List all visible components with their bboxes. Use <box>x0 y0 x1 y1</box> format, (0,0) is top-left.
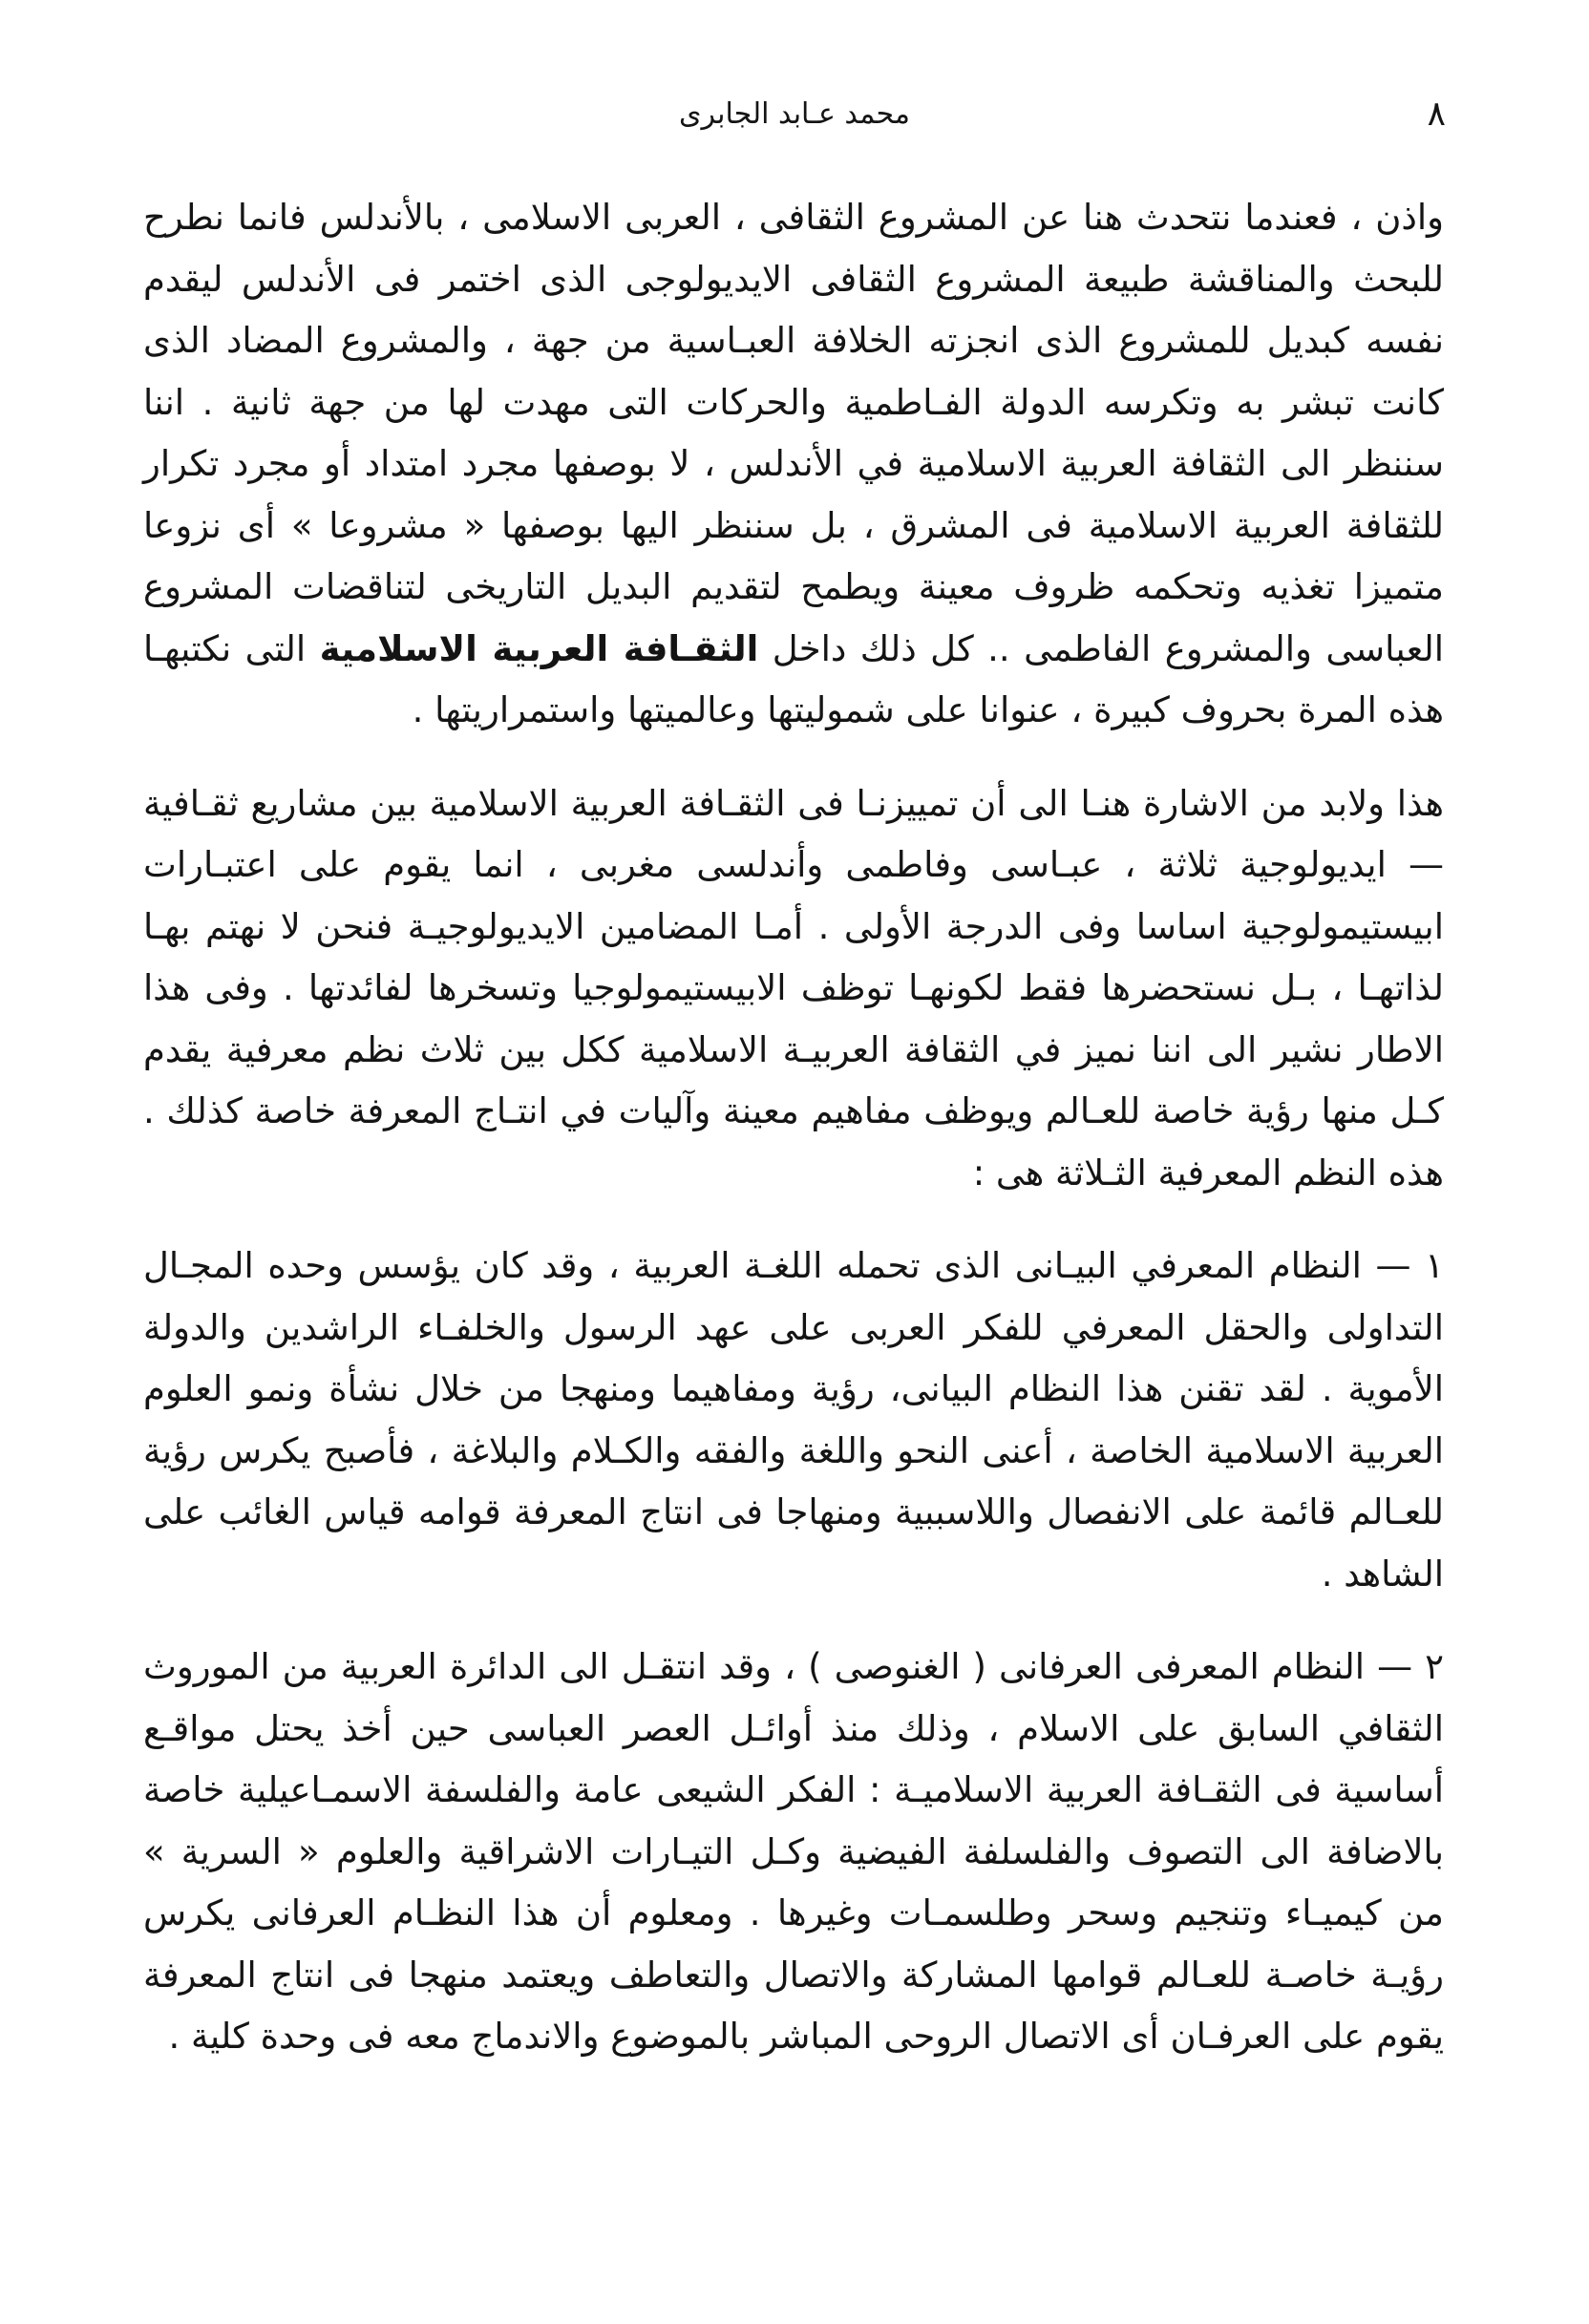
paragraph-irfani-system: ٢ — النظام المعرفى العرفانى ( الغنوصى ) ، وقد انتقـل الى الدائرة العربية من الموروث الثقافي السابق على الاسلام ، وذلك منذ أوائـل العصر العباسى حين أخذ يحتل مواقـع أساسية فى الثقـافة العربية الاسلاميـة : الفكر الشيعى عامة والفلسفة الاسمـاعيلية خاصة بالاضافة الى التصوف والفلسلفة الفيضية وكـل التيـارات الاشراقية والعلوم « السرية » من كيميـاء وتنجيم وسحر وطلسمـات وغيرها . ومعلوم أن هذا النظـام العرفانى يكرس رؤيـة خاصـة للعـالم قوامها المشاركة والاتصال والتعاطف ويعتمد منهجا فى انتاج المعرفة يقوم على العرفـان أى الاتصال الروحى المباشر بالموضوع والاندماج معه فى وحدة كلية . <box>143 1646 1444 2057</box>
running-head <box>143 91 1446 138</box>
body-text <box>143 187 1444 2068</box>
author-name: محمد عـابد الجابرى <box>679 97 910 131</box>
emphasized-phrase: الثقـافة العربية الاسلامية <box>319 627 759 669</box>
page-number: ٨ <box>1427 95 1446 134</box>
paragraph-text: واذن ، فعندما نتحدث هنا عن المشروع الثقافى ، العربى الاسلامى ، بالأندلس فانما نطرح للبحث والمناقشة طبيعة المشروع الثقافى الايديولوجى الذى اختمر فى الأندلس ليقدم نفسه كبديل للمشروع الذى انجزته الخلافة العبـاسية من جهة ، والمشروع المضاد الذى كانت تبشر به وتكرسه الدولة الفـاطمية والحركات التى مهدت لها من جهة ثانية . اننا سننظر الى الثقافة العربية الاسلامية في الأندلس ، لا بوصفها مجرد امتداد أو مجرد تكرار للثقافة العربية الاسلامية فى المشرق ، بل سننظر اليها بوصفها « مشروعا » أى نزوعا متميزا تغذيه وتحكمه ظروف معينة ويطمح لتقديم البديل التاريخى لتناقضات المشروع العباسى والمشروع الفاطمى .. كل ذلك داخل <box>143 197 1444 669</box>
paragraph-three-systems: هذا ولابد من الاشارة هنـا الى أن تمييزنـا فى الثقـافة العربية الاسلامية بين مشاريع ثقـافية — ايديولوجية ثلاثة ، عبـاسى وفاطمى وأندلسى مغربى ، انما يقوم على اعتبـارات ابيستيمولوجية اساسا وفى الدرجة الأولى . أمـا المضامين الايديولوجيـة فنحن لا نهتم بهـا لذاتهـا ، بـل نستحضرها فقط لكونهـا توظف الابيستيمولوجيا وتسخرها لفائدتها . وفى هذا الاطار نشير الى اننا نميز في الثقافة العربيـة الاسلامية ككل بين ثلاث نظم معرفية يقدم كـل منها رؤية خاصة للعـالم ويوظف مفاهيم معينة وآليات في انتـاج المعرفة خاصة كذلك . هذه النظم المعرفية الثـلاثة هى : <box>143 782 1444 1194</box>
paragraph-bayani-system: ١ — النظام المعرفي البيـانى الذى تحمله اللغـة العربية ، وقد كان يؤسس وحده المجـال التداولى والحقل المعرفي للفكر العربى على عهد الرسول والخلفـاء الراشدين والدولة الأموية . لقد تقنن هذا النظام البيانى، رؤية ومفاهيما ومنهجا من خلال نشأة ونمو العلوم العربية الاسلامية الخاصة ، أعنى النحو واللغة والفقه والكـلام والبلاغة ، فأصبح يكرس رؤية للعـالم قائمة على الانفصال واللاسببية ومنهاجا فى انتاج المعرفة قوامه قياس الغائب على الشاهد . <box>143 1245 1444 1595</box>
paragraph-text: التى نكتبهـا هذه المرة بحروف كبيرة ، عنوانا على شموليتها وعالميتها واستمراريتها . <box>143 627 1444 730</box>
paragraph-andalus-project <box>143 187 1444 742</box>
